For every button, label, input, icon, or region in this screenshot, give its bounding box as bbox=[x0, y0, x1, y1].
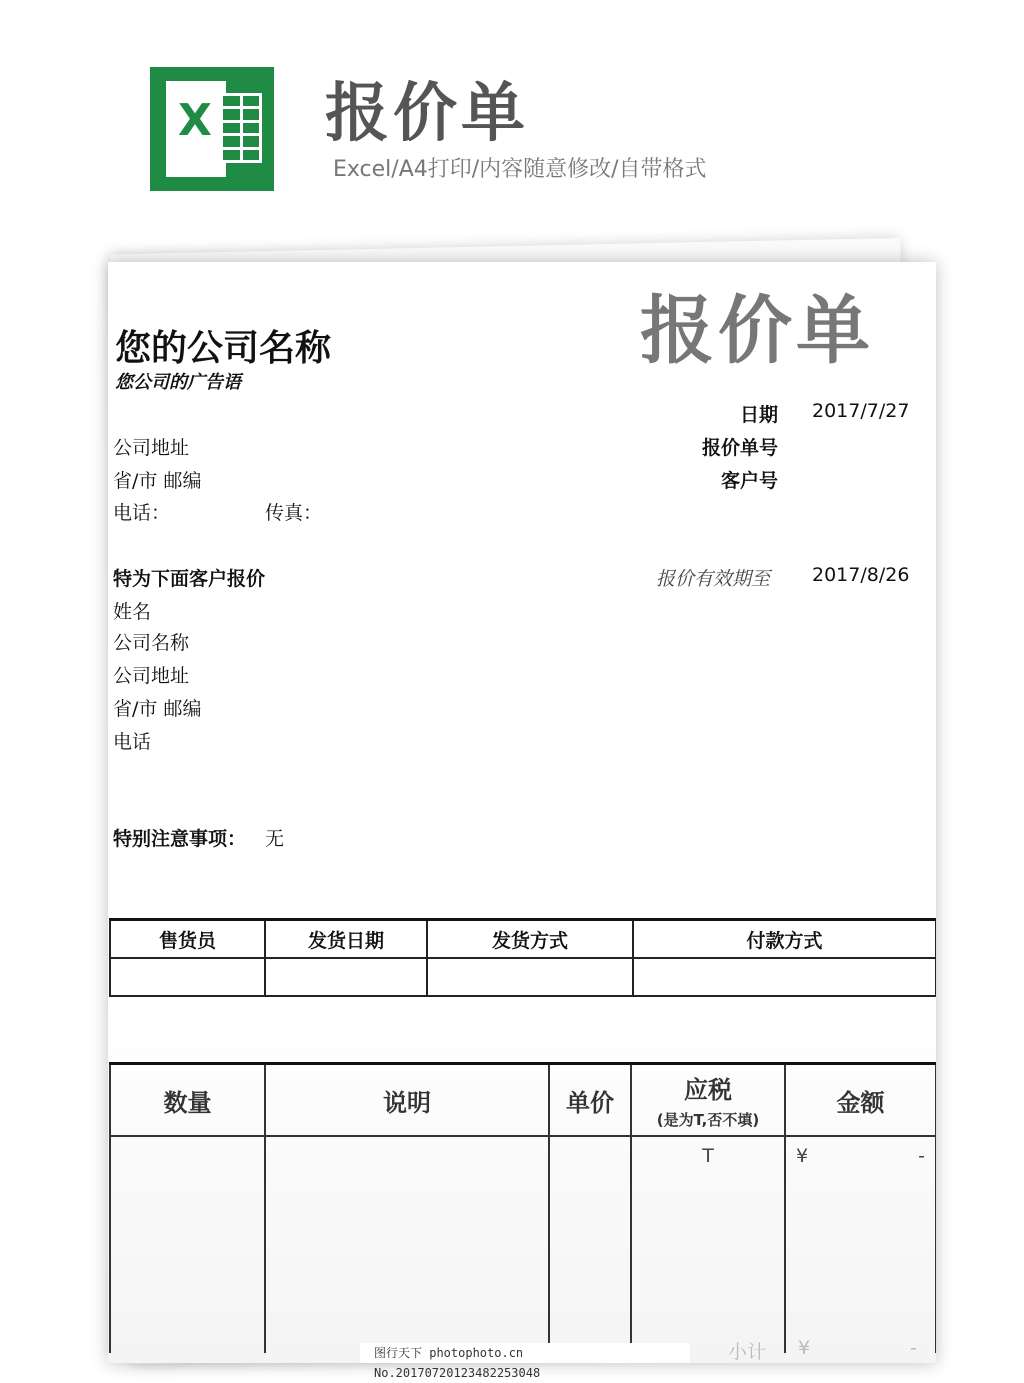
col-salesperson: 售货员 bbox=[110, 920, 265, 959]
col-description: 说明 bbox=[265, 1064, 549, 1137]
date-label: 日期 bbox=[739, 404, 778, 426]
customer-number-label: 客户号 bbox=[720, 470, 778, 492]
customer-province-zip: 省/市 邮编 bbox=[113, 698, 202, 720]
cell-salesperson[interactable] bbox=[110, 958, 265, 996]
company-address: 公司地址 bbox=[113, 437, 190, 459]
taxable-label: 应税 bbox=[684, 1076, 732, 1104]
col-quantity: 数量 bbox=[110, 1064, 265, 1137]
date-value: 2017/7/27 bbox=[812, 400, 910, 422]
cell-quantity[interactable] bbox=[110, 1136, 265, 1353]
amount-currency: ¥ bbox=[796, 1145, 809, 1167]
col-ship-date: 发货日期 bbox=[265, 920, 427, 959]
cell-ship-date[interactable] bbox=[265, 958, 427, 996]
cell-amount[interactable] bbox=[785, 1136, 936, 1353]
col-ship-method: 发货方式 bbox=[427, 920, 633, 959]
valid-until-value: 2017/8/26 bbox=[812, 564, 910, 586]
cell-ship-method[interactable] bbox=[427, 958, 633, 996]
items-table bbox=[109, 1062, 936, 1353]
cell-description[interactable] bbox=[265, 1136, 549, 1353]
logo-letter: X bbox=[178, 95, 212, 146]
col-payment-method: 付款方式 bbox=[633, 920, 936, 959]
col-amount: 金额 bbox=[785, 1064, 936, 1137]
taxable-note: (是为T,否不填) bbox=[656, 1111, 760, 1129]
quote-for-heading: 特为下面客户报价 bbox=[113, 568, 266, 590]
header-subtitle: Excel/A4打印/内容随意修改/自带格式 bbox=[333, 157, 707, 182]
company-slogan: 您公司的广告语 bbox=[115, 372, 241, 393]
valid-until-label: 报价有效期至 bbox=[656, 568, 771, 590]
quote-number-label: 报价单号 bbox=[701, 437, 778, 459]
subtotal-currency: ¥ bbox=[798, 1337, 811, 1359]
phone-label: 电话： bbox=[113, 502, 171, 524]
watermark-bar: 图行天下 photophoto.cn No.20170720123482253048 bbox=[360, 1343, 690, 1363]
header-title: 报价单 bbox=[325, 77, 529, 151]
cell-taxable[interactable]: T bbox=[631, 1136, 785, 1353]
logo-grid bbox=[220, 93, 262, 163]
col-unit-price: 单价 bbox=[549, 1064, 631, 1137]
amount-value: - bbox=[918, 1145, 925, 1167]
col-taxable bbox=[631, 1064, 785, 1137]
company-name: 您的公司名称 bbox=[115, 328, 332, 369]
fax-label: 传真： bbox=[265, 502, 323, 524]
notes-label: 特别注意事项： bbox=[113, 828, 247, 850]
customer-name: 姓名 bbox=[113, 601, 152, 623]
notes-value: 无 bbox=[265, 828, 285, 850]
quote-sheet bbox=[108, 262, 936, 1363]
customer-phone: 电话 bbox=[113, 731, 152, 753]
customer-address: 公司地址 bbox=[113, 665, 190, 687]
subtotal-value: - bbox=[910, 1337, 917, 1359]
excel-logo-icon bbox=[150, 67, 274, 191]
cell-unit-price[interactable] bbox=[549, 1136, 631, 1353]
cell-payment-method[interactable] bbox=[633, 958, 936, 996]
document-title: 报价单 bbox=[640, 288, 874, 374]
company-province-zip: 省/市 邮编 bbox=[113, 470, 202, 492]
customer-company: 公司名称 bbox=[113, 632, 190, 654]
shipping-table bbox=[109, 918, 936, 997]
subtotal-label: 小计 bbox=[728, 1341, 767, 1363]
